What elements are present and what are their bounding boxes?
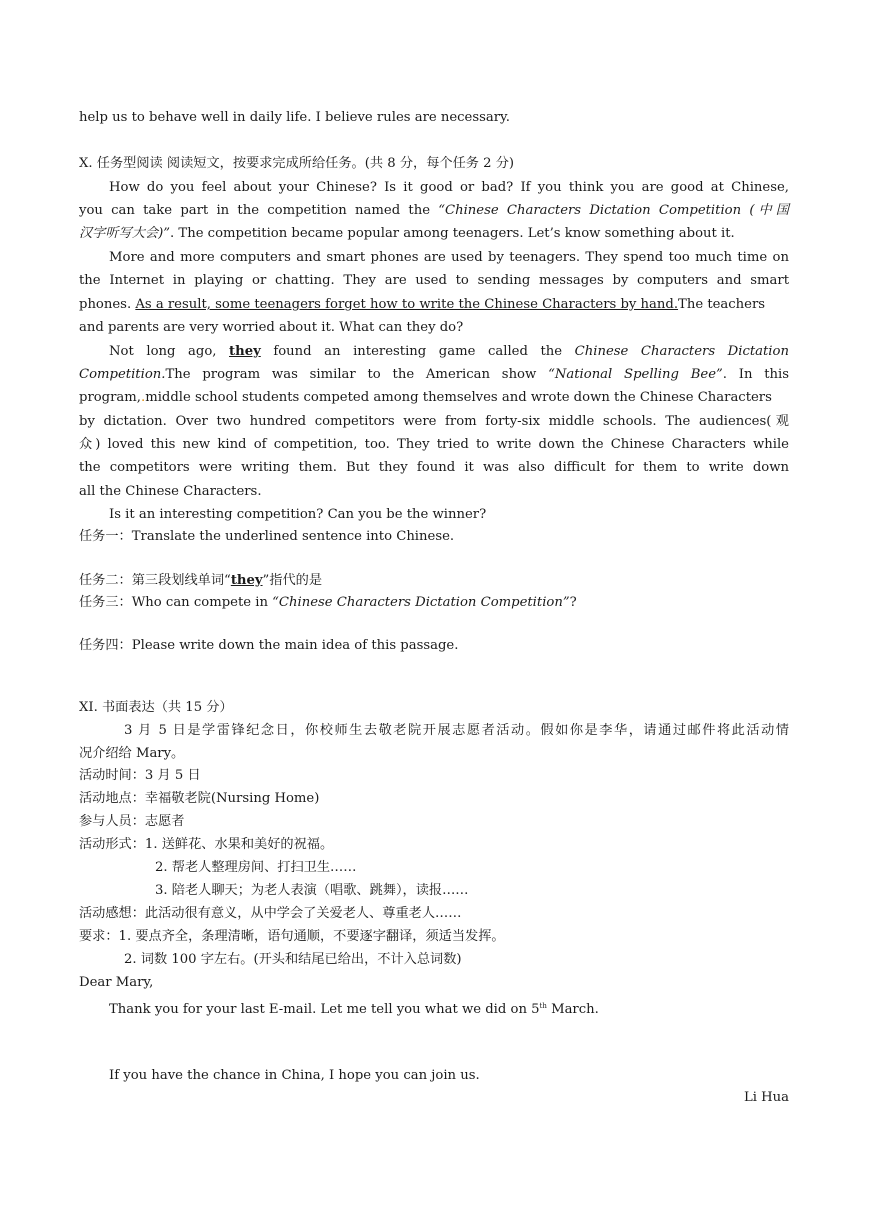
task-3 bbox=[79, 593, 789, 613]
passage-p2-line1: More and more computers and smart phones are used by teenagers. They spend too much time on bbox=[109, 250, 789, 265]
letter-greeting: Dear Mary, bbox=[79, 975, 154, 990]
passage-p4: Is it an interesting competition? Can you be the winner? bbox=[109, 507, 487, 522]
show-name: “National Spelling Bee” bbox=[548, 367, 723, 382]
activity-place: 活动地点：幸福敬老院(Nursing Home) bbox=[79, 791, 320, 806]
letter-opening bbox=[109, 996, 789, 1020]
text: Thank you for your last E-mail. Let me tell you what we did on 5 bbox=[109, 1002, 540, 1017]
passage-p3-line4: by dictation. Over two hundred competitors were from forty-six middle schools. The audiences(观 bbox=[79, 414, 789, 429]
text: . In this bbox=[722, 367, 790, 382]
requirement-2: 2. 词数 100 字左右。(开头和结尾已给出，不计入总词数) bbox=[124, 952, 462, 967]
text: The teachers bbox=[678, 297, 766, 312]
text: . The competition became popular among teenagers. Let’s know something about it. bbox=[170, 226, 735, 241]
activity-form-1: 活动形式：1. 送鲜花、水果和美好的祝福。 bbox=[79, 837, 334, 852]
activity-people: 参与人员：志愿者 bbox=[79, 814, 185, 829]
underlined-sentence: As a result, some teenagers forget how to write the Chinese Characters by hand. bbox=[135, 297, 679, 312]
text: ”指代的是 bbox=[262, 573, 323, 588]
passage-p2-line3 bbox=[79, 295, 789, 315]
underlined-word-they: they bbox=[230, 573, 263, 588]
passage-p2-line2: the Internet in playing or chatting. They are used to sending messages by computers and smart bbox=[79, 273, 789, 288]
text: phones. bbox=[79, 297, 132, 312]
activity-form-2: 2. 帮老人整理房间、打扫卫生…… bbox=[155, 860, 357, 875]
text: middle school students competed among themselves and wrote down the Chinese Characters bbox=[145, 390, 772, 405]
underlined-word-they: they bbox=[229, 344, 261, 359]
passage-p1-line3 bbox=[79, 224, 789, 244]
text: found an interesting game called the bbox=[273, 344, 563, 359]
passage-p3-line5: 众) loved this new kind of competition, too. They tried to write down the Chinese Characters while bbox=[79, 437, 789, 452]
letter-closing-line: If you have the chance in China, I hope you can join us. bbox=[109, 1068, 480, 1083]
writing-intro-line2: 况介绍给 Mary。 bbox=[79, 746, 185, 761]
text: program, bbox=[79, 390, 141, 405]
section-x-heading: X. 任务型阅读 阅读短文，按要求完成所给任务。(共 8 分，每个任务 2 分) bbox=[79, 156, 515, 171]
activity-feeling: 活动感想：此活动很有意义，从中学会了关爱老人、尊重老人…… bbox=[79, 906, 462, 921]
text: March. bbox=[546, 1002, 599, 1017]
passage-p3-line1 bbox=[109, 342, 789, 362]
passage-p2-line4: and parents are very worried about it. What can they do? bbox=[79, 320, 464, 335]
passage-p3-line6: the competitors were writing them. But they found it was also difficult for them to write down bbox=[79, 460, 789, 475]
competition-name-cont: 汉字听写大会)” bbox=[79, 226, 171, 241]
text: 任务二：第三段划线单词“ bbox=[79, 573, 231, 588]
task-4: 任务四：Please write down the main idea of this passage. bbox=[79, 638, 459, 653]
activity-form-3: 3. 陪老人聊天；为老人表演（唱歌、跳舞），读报…… bbox=[155, 883, 469, 898]
competition-name: “Chinese Characters Dictation Competition (中国 bbox=[438, 203, 789, 218]
competition-name: Chinese Characters Dictation bbox=[574, 344, 789, 359]
passage-p3-line7: all the Chinese Characters. bbox=[79, 484, 262, 499]
competition-name: “Chinese Characters Dictation Competition” bbox=[272, 595, 570, 610]
passage-p1-line1: How do you feel about your Chinese? Is it good or bad? If you think you are good at Chinese, bbox=[109, 180, 789, 195]
passage-p3-line3 bbox=[79, 388, 789, 408]
text: you can take part in the competition named the bbox=[79, 203, 430, 218]
ordinal-suffix: th bbox=[539, 1002, 547, 1010]
letter-signature: Li Hua bbox=[743, 1090, 789, 1105]
competition-name-cont: Competition. bbox=[79, 367, 166, 382]
passage-p3-line2 bbox=[79, 365, 789, 385]
activity-time: 活动时间：3 月 5 日 bbox=[79, 768, 201, 783]
orange-dot: . bbox=[141, 390, 146, 405]
task-1: 任务一：Translate the underlined sentence into Chinese. bbox=[79, 529, 455, 544]
top-line: help us to behave well in daily life. I believe rules are necessary. bbox=[79, 110, 510, 125]
task-2 bbox=[79, 571, 789, 591]
section-xi-heading: XI. 书面表达（共 15 分） bbox=[79, 700, 233, 715]
writing-intro-line1: 3 月 5 日是学雷锋纪念日，你校师生去敬老院开展志愿者活动。假如你是李华，请通过邮件将此活动情 bbox=[124, 723, 789, 738]
passage-p1-line2 bbox=[79, 201, 789, 221]
requirement-1: 要求：1. 要点齐全，条理清晰，语句通顺，不要逐字翻译，须适当发挥。 bbox=[79, 929, 505, 944]
text: 任务三：Who can compete in bbox=[79, 595, 268, 610]
text: The program was similar to the American show bbox=[165, 367, 537, 382]
text: ? bbox=[569, 595, 577, 610]
text: Not long ago, bbox=[109, 344, 217, 359]
